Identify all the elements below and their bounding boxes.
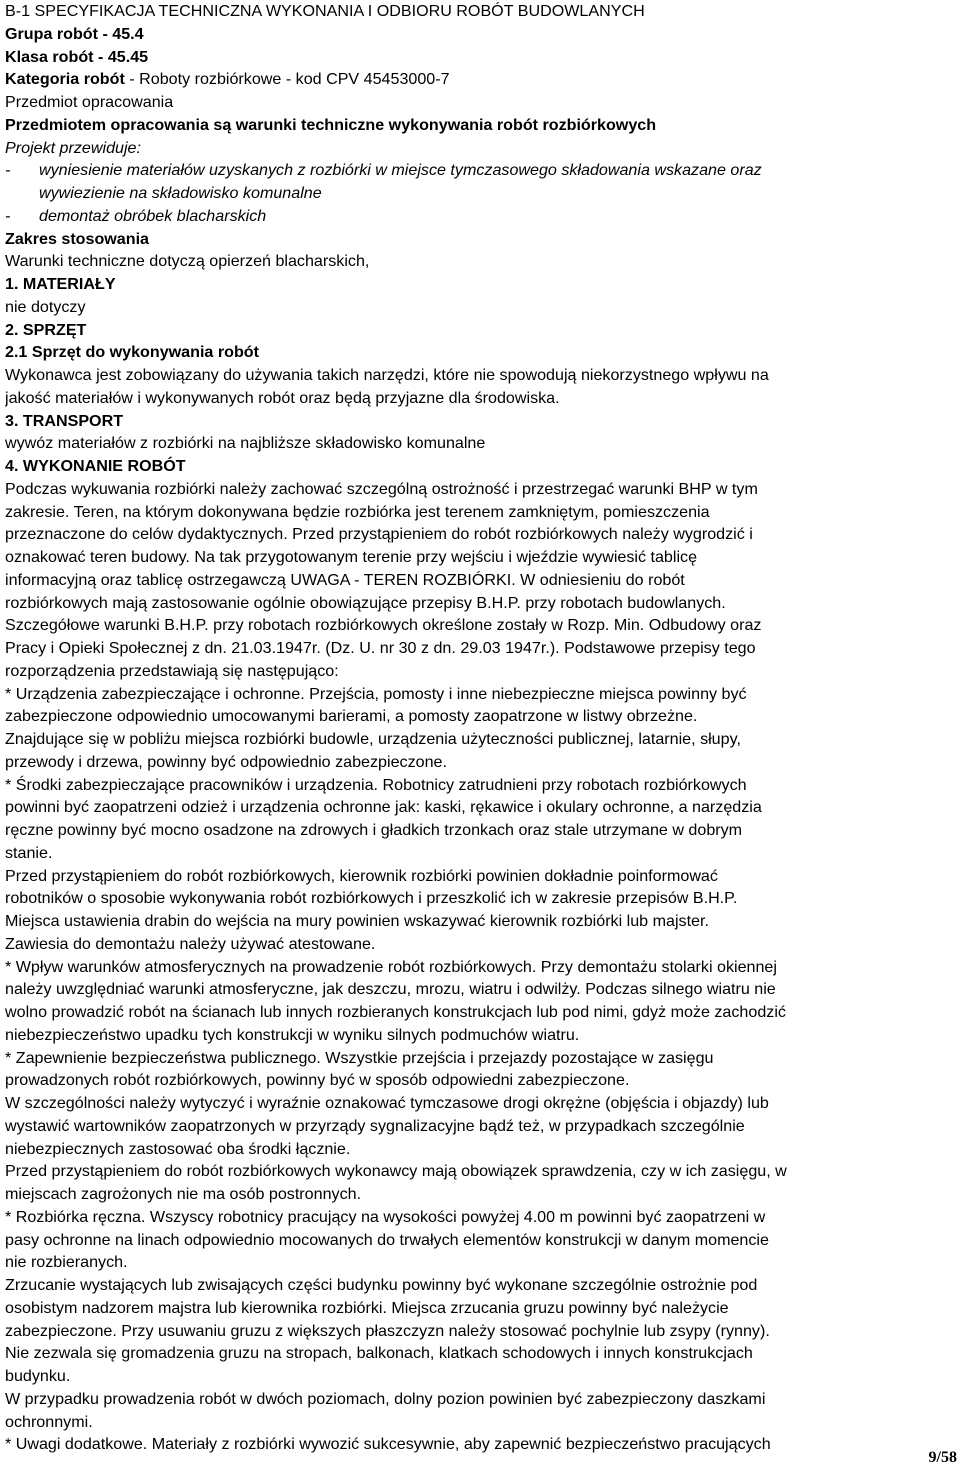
paragraph-line: wolno prowadzić robót na ścianach lub innych rozbieranych konstrukcjach lub pod nimi, gdyż może zachodzić [5, 1003, 786, 1021]
paragraph-line: osobistym nadzorem majstra lub kierownika rozbiórki. Miejsca zrzucania gruzu powinny być należycie [5, 1298, 729, 1317]
project-item-continuation: wywiezienie na składowisko komunalne [39, 184, 322, 202]
paragraph-line: * Środki zabezpieczające pracowników i urządzenia. Robotnicy zatrudnieni przy robotach rozbiórkowych [5, 775, 747, 794]
paragraph-line: ochronnymi. [5, 1412, 93, 1431]
section-3-text: wywóz materiałów z rozbiórki na najbliższe składowisko komunalne [5, 434, 486, 453]
paragraph-line: ręczne powinny być mocno osadzone na zdrowych i gładkich trzonkach oraz stale utrzymane w dobrym [5, 821, 743, 839]
scope-text: Warunki techniczne dotyczą opierzeń blacharskich, [5, 252, 370, 271]
paragraph-line: Pracy i Opieki Społecznej z dn. 21.03.1947r. (Dz. U. nr 30 z dn. 29.03 1947r.). Podstawowe przepisy tego [5, 639, 756, 657]
paragraph-line: miejscach zagrożonych nie ma osób postronnych. [5, 1185, 362, 1203]
document-title: B-1 SPECYFIKACJA TECHNICZNA WYKONANIA I ODBIORU ROBÓT BUDOWLANYCH [5, 2, 645, 20]
paragraph-line: Zrzucanie wystających lub zwisających części budynku powinny być wykonane szczególnie ostrożnie pod [5, 1276, 758, 1294]
paragraph-line: wystawić wartowników zaopatrzonych w przyrządy sygnalizacyjne bądź też, w przypadkach szczególnie [5, 1116, 745, 1135]
paragraph-line: robotników o sposobie wykonywania robót rozbiórkowych i przeszkolić ich w zakresie przepisów B.H.P. [5, 889, 738, 908]
paragraph-line: niebezpiecznych zastosować oba środki łącznie. [5, 1139, 351, 1158]
project-item [5, 159, 953, 182]
paragraph-line: Przed przystąpieniem do robót rozbiórkowych, kierownik rozbiórki powinien dokładnie poinformować [5, 866, 718, 885]
scope-heading: Zakres stosowania [5, 229, 150, 248]
subject-text: Przedmiotem opracowania są warunki techniczne wykonywania robót rozbiórkowych [5, 115, 657, 134]
paragraph-line: * Wpływ warunków atmosferycznych na prowadzenie robót rozbiórkowych. Przy demontażu stolarki okiennej [5, 957, 777, 976]
paragraph-line: W szczególności należy wytyczyć i wyraźnie oznakować tymczasowe drogi okrężne (objęścia i objazdy) lub [5, 1094, 769, 1112]
paragraph-line: rozporządzenia przedstawiają się następująco: [5, 661, 339, 680]
paragraph-line: jakość materiałów i wykonywanych robót oraz będą przyjazne dla środowiska. [5, 388, 560, 407]
section-2-1-heading: 2.1 Sprzęt do wykonywania robót [5, 343, 259, 362]
page-number: 9/58 [928, 1449, 957, 1466]
paragraph-line: Przed przystąpieniem do robót rozbiórkowych wykonawcy mają obowiązek sprawdzenia, czy w ich zasięgu, w [5, 1162, 787, 1181]
section-1-text: nie dotyczy [5, 297, 86, 316]
paragraph-line: zakresie. Teren, na którym dokonywana będzie rozbiórka jest terenem zamkniętym, pomieszczenia [5, 502, 710, 521]
paragraph-line: * Zapewnienie bezpieczeństwa publicznego. Wszystkie przejścia i przejazdy pozostające w zasięgu [5, 1048, 714, 1067]
paragraph-line: pasy ochronne na linach odpowiednio mocowanych do trwałych elementów konstrukcji w danym momencie [5, 1230, 769, 1249]
paragraph-line: * Rozbiórka ręczna. Wszyscy robotnicy pracujący na wysokości powyżej 4.00 m powinni być zaopatrzeni w [5, 1207, 766, 1226]
paragraph-line: Szczegółowe warunki B.H.P. przy robotach rozbiórkowych określone zostały w Rozp. Min. Odbudowy oraz [5, 616, 762, 635]
section-2-heading: 2. SPRZĘT [5, 320, 87, 339]
paragraph-line: przewody i drzewa, powinny być odpowiednio zabezpieczone. [5, 752, 447, 771]
project-item [5, 205, 953, 228]
paragraph-line: Znajdujące się w pobliżu miejsca rozbiórki budowle, urządzenia użyteczności publicznej, latarnie, słupy, [5, 730, 741, 748]
paragraph-line: Zawiesia do demontażu należy używać atestowane. [5, 934, 376, 953]
paragraph-line: rozbiórkowych mają zastosowanie ogólnie obowiązujące przepisy B.H.P. przy robotach budowlanych. [5, 593, 726, 612]
work-group: Grupa robót - 45.4 [5, 24, 144, 43]
list-dash: - [5, 161, 11, 180]
work-class: Klasa robót - 45.45 [5, 47, 149, 66]
paragraph-line: zabezpieczone odpowiednio umocowanymi barierami, a pomosty zaopatrzone w listwy obrzeżne. [5, 707, 698, 726]
paragraph-line: powinni być zaopatrzeni odzież i urządzenia ochronne jak: kaski, rękawice i okulary ochronne, a narzędzia [5, 798, 762, 817]
section-3-heading: 3. TRANSPORT [5, 411, 124, 430]
category-label: Kategoria robót [5, 70, 125, 89]
paragraph-line: * Urządzenia zabezpieczające i ochronne. Przejścia, pomosty i inne niebezpieczne miejsca powinny być [5, 684, 747, 703]
list-dash: - [5, 206, 11, 225]
paragraph-line: przeznaczone do celów dydaktycznych. Przed przystąpieniem do robót rozbiórkowych należy wygrodzić i [5, 525, 753, 544]
document-page [5, 0, 953, 1456]
section-4-body [5, 478, 953, 1456]
project-item-text: wyniesienie materiałów uzyskanych z rozbiórki w miejsce tymczasowego składowania wskazane oraz [39, 161, 762, 180]
paragraph-line: należy uwzględniać warunki atmosferyczne, jak deszczu, mrozu, wiatru i odwilży. Podczas silnego wiatru nie [5, 980, 776, 999]
paragraph-line: oznakować teren budowy. Na tak przygotowanym terenie przy wejściu i wjeździe wywiesić tablicę [5, 548, 698, 566]
project-intro: Projekt przewiduje: [5, 138, 141, 157]
section-1-heading: 1. MATERIAŁY [5, 275, 116, 293]
paragraph-line: niebezpieczeństwo upadku tych konstrukcji w wyniku silnych podmuchów wiatru. [5, 1025, 580, 1044]
paragraph-line: informacyjną oraz tablicę ostrzegawczą UWAGA - TEREN ROZBIÓRKI. W odniesieniu do robót [5, 570, 685, 589]
paragraph-line: * Uwagi dodatkowe. Materiały z rozbiórki wywozić sukcesywnie, aby zapewnić bezpieczeństwo pracujących [5, 1435, 771, 1454]
paragraph-line: Miejsca ustawienia drabin do wejścia na mury powinien wskazywać kierownik rozbiórki lub majster. [5, 912, 709, 930]
paragraph-line: W przypadku prowadzenia robót w dwóch poziomach, dolny pozion powinien być zabezpieczony daszkami [5, 1389, 766, 1408]
paragraph-line: prowadzonych robót rozbiórkowych, powinny być w sposób odpowiedni zabezpieczone. [5, 1071, 630, 1090]
paragraph-line: budynku. [5, 1367, 71, 1385]
paragraph-line: Podczas wykuwania rozbiórki należy zachować szczególną ostrożność i przestrzegać warunki BHP w tym [5, 479, 758, 498]
paragraph-line: Nie zezwala się gromadzenia gruzu na stropach, balkonach, klatkach schodowych i innych konstrukcjach [5, 1344, 753, 1363]
subject-heading: Przedmiot opracowania [5, 93, 174, 111]
section-4-heading: 4. WYKONANIE ROBÓT [5, 457, 186, 475]
paragraph-line: Wykonawca jest zobowiązany do używania takich narzędzi, które nie spowodują niekorzystnego wpływu na [5, 366, 769, 384]
work-category [5, 68, 953, 91]
project-item-text: demontaż obróbek blacharskich [39, 206, 267, 225]
paragraph-line: zabezpieczone. Przy usuwaniu gruzu z większych płaszczyzn należy stosować pochylnie lub zsypy (rynny). [5, 1321, 770, 1340]
paragraph-line: stanie. [5, 843, 53, 862]
paragraph-line: nie rozbieranych. [5, 1253, 128, 1272]
category-value: - Roboty rozbiórkowe - kod CPV 45453000-7 [124, 70, 450, 89]
